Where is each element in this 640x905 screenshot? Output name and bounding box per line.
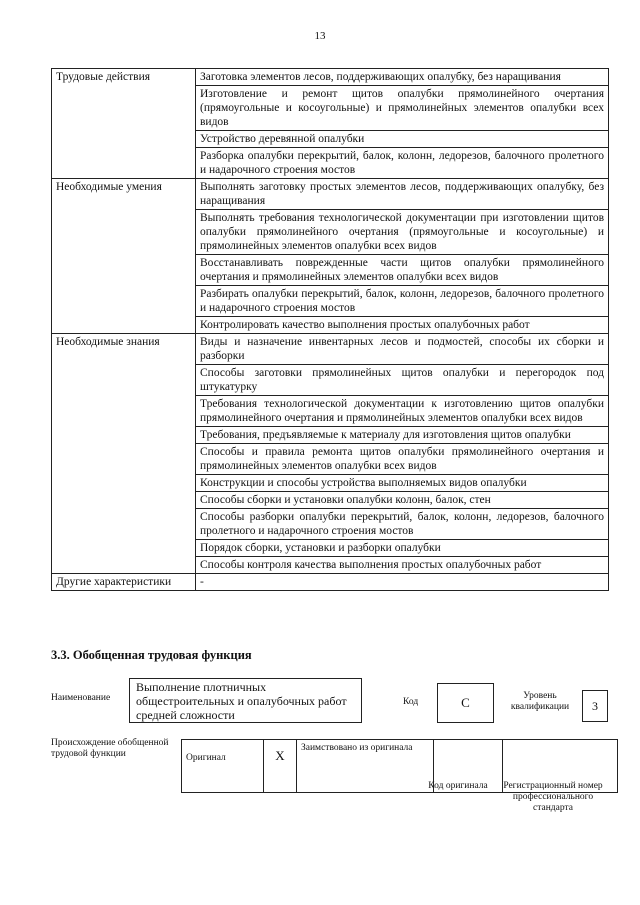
item-cell: Требования, предъявляемые к материалу для изготовления щитов опалубки	[196, 427, 609, 444]
level-label: Уровень квалификации	[510, 691, 570, 712]
item-cell: Изготовление и ремонт щитов опалубки прямолинейного очертания (прямоугольные и косоугольные) и прямолинейных элементов опалубки всех видов	[196, 86, 609, 131]
item-cell: Выполнять требования технологической документации при изготовлении щитов опалубки прямолинейного очертания (прямоугольные и косоугольные) и прямолинейных элементов опалубки всех видов	[196, 210, 609, 255]
item-cell: Способы сборки и установки опалубки колонн, балок, стен	[196, 492, 609, 509]
table-row	[52, 574, 609, 591]
item-cell: Требования технологической документации к изготовлению щитов опалубки прямолинейного очертания и прямолинейных элементов опалубки всех видов	[196, 396, 609, 427]
page-number: 13	[314, 30, 326, 42]
competency-table-body	[52, 69, 609, 591]
item-cell: Выполнять заготовку простых элементов лесов, поддерживающих опалубку, без наращивания	[196, 179, 609, 210]
category-cell: Другие характеристики	[52, 574, 196, 591]
registration-caption: Регистрационный номер профессионального стандарта	[503, 781, 603, 813]
code-label: Код	[403, 697, 419, 707]
item-cell: Восстанавливать поврежденные части щитов опалубки прямолинейного очертания и прямолинейных элементов опалубки всех видов	[196, 255, 609, 286]
table-row	[52, 69, 609, 86]
category-cell: Необходимые умения	[52, 179, 196, 334]
item-cell: -	[196, 574, 609, 591]
table-row	[52, 334, 609, 365]
competency-table	[51, 68, 609, 591]
category-cell: Трудовые действия	[52, 69, 196, 179]
level-box: 3	[582, 690, 608, 722]
item-cell: Порядок сборки, установки и разборки опалубки	[196, 540, 609, 557]
item-cell: Конструкции и способы устройства выполняемых видов опалубки	[196, 475, 609, 492]
category-cell: Необходимые знания	[52, 334, 196, 574]
item-cell: Заготовка элементов лесов, поддерживающих опалубку, без наращивания	[196, 69, 609, 86]
item-cell: Контролировать качество выполнения простых опалубочных работ	[196, 317, 609, 334]
origin-label: Происхождение обобщенной трудовой функции	[51, 738, 169, 759]
item-cell: Устройство деревянной опалубки	[196, 131, 609, 148]
item-cell: Способы заготовки прямолинейных щитов опалубки и перегородок под штукатурку	[196, 365, 609, 396]
function-name-box: Выполнение плотничных общестроительных и опалубочных работ средней сложности	[129, 678, 362, 723]
name-label: Наименование	[51, 693, 111, 703]
borrowed-label-cell: Заимствовано из оригинала	[297, 740, 434, 793]
code-caption: Код оригинала	[428, 781, 488, 791]
section-title: 3.3. Обобщенная трудовая функция	[51, 648, 252, 662]
item-cell: Способы и правила ремонта щитов опалубки прямолинейного очертания и прямолинейных элементов опалубки всех видов	[196, 444, 609, 475]
item-cell: Способы разборки опалубки перекрытий, балок, колонн, ледорезов, балочного пролетного и надарочного строения мостов	[196, 509, 609, 540]
item-cell: Способы контроля качества выполнения простых опалубочных работ	[196, 557, 609, 574]
item-cell: Разборка опалубки перекрытий, балок, колонн, ледорезов, балочного пролетного и надарочного строения мостов	[196, 148, 609, 179]
original-label-cell: Оригинал	[182, 740, 264, 793]
item-cell: Виды и назначение инвентарных лесов и подмостей, способы их сборки и разборки	[196, 334, 609, 365]
code-box: С	[437, 683, 494, 723]
item-cell: Разбирать опалубки перекрытий, балок, колонн, ледорезов, балочного пролетного и надарочного строения мостов	[196, 286, 609, 317]
original-mark: X	[264, 740, 297, 793]
table-row	[52, 179, 609, 210]
